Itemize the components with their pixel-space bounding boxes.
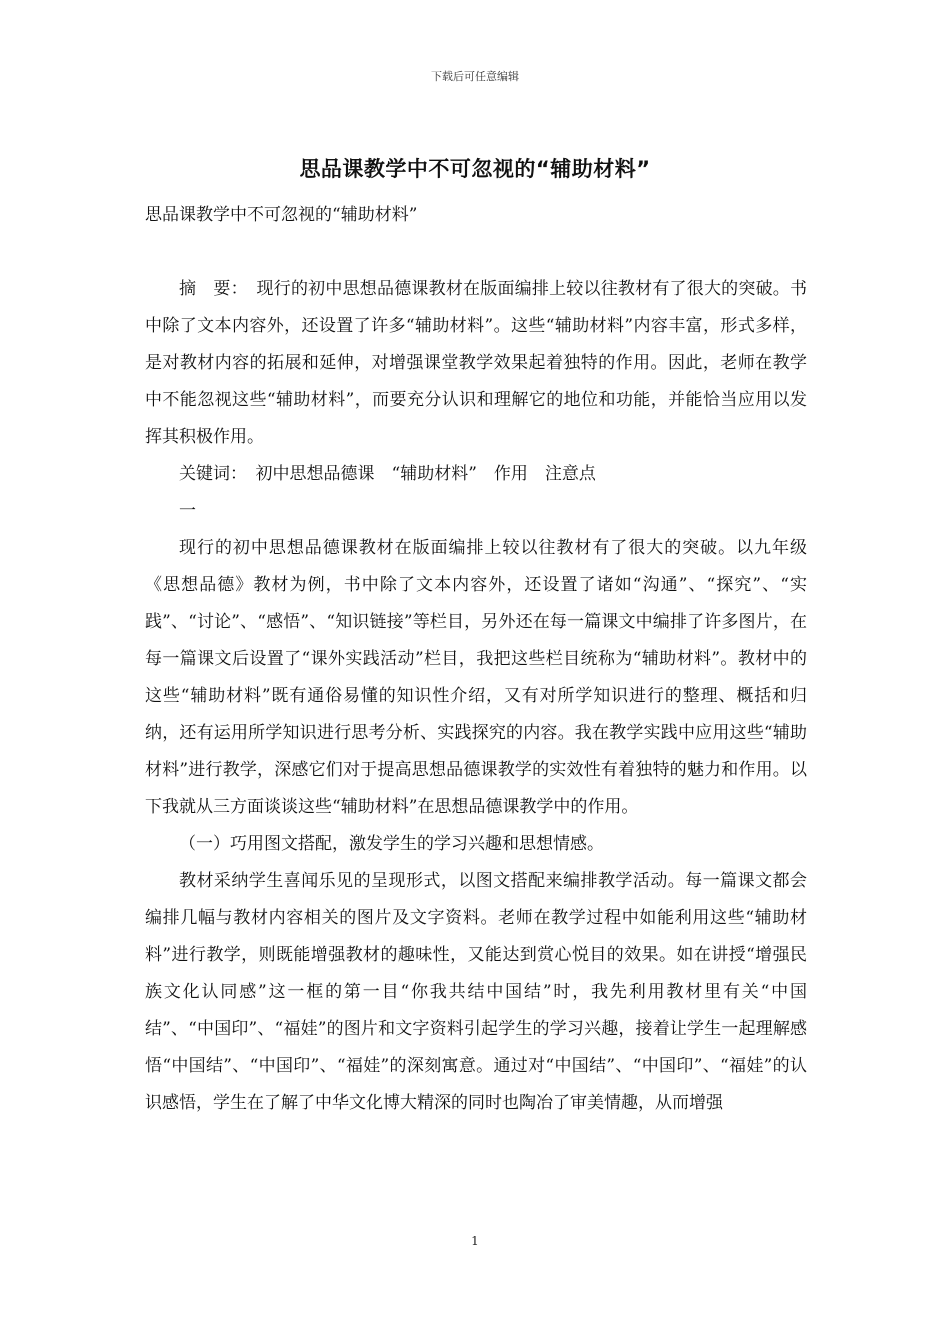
body-paragraph: 教材采纳学生喜闻乐见的呈现形式，以图文搭配来编排教学活动。每一篇课文都会编排几幅与教材内容相关的图片及文字资料。老师在教学过程中如能利用这些“辅助材料”进行教学，则既能增强教材的趣味性，又能达到赏心悦目的效果。如在讲授“增强民族文化认同感”这一框的第一目“你我共结中国结”时，我先利用教材里有关“中国结”、“中国印”、“福娃”的图片和文字资料引起学生的学习兴趣，接着让学生一起理解感悟“中国结”、“中国印”、“福娃”的深刻寓意。通过对“中国结”、“中国印”、“福娃”的认识感悟，学生在了解了中华文化博大精深的同时也陶冶了审美情趣，从而增强 bbox=[145, 871, 807, 1113]
section-heading: （一）巧用图文搭配，激发学生的学习兴趣和思想情感。 bbox=[179, 834, 604, 854]
document-subtitle: 思品课教学中不可忽视的“辅助材料” bbox=[145, 205, 418, 225]
body-paragraph: 现行的初中思想品德课教材在版面编排上较以往教材有了很大的突破。以九年级《思想品德》教材为例，书中除了文本内容外，还设置了诸如“沟通”、“探究”、“实践”、“讨论”、“感悟”、“知识链接”等栏目，另外还在每一篇课文中编排了许多图片，在每一篇课文后设置了“课外实践活动”栏目，我把这些栏目统称为“辅助材料”。教材中的这些“辅助材料”既有通俗易懂的知识性介绍，又有对所学知识进行的整理、概括和归纳，还有运用所学知识进行思考分析、实践探究的内容。我在教学实践中应用这些“辅助材料”进行教学，深感它们对于提高思想品德课教学的实效性有着独特的魅力和作用。以下我就从三方面谈谈这些“辅助材料”在思想品德课教学中的作用。 bbox=[145, 538, 807, 817]
page-number: 1 bbox=[471, 1234, 479, 1248]
document-title: 思品课教学中不可忽视的“辅助材料” bbox=[299, 157, 651, 181]
page-header: 下载后可任意编辑 bbox=[431, 70, 519, 83]
abstract-paragraph: 摘 要： 现行的初中思想品德课教材在版面编排上较以往教材有了很大的突破。书中除了文本内容外，还设置了许多“辅助材料”。这些“辅助材料”内容丰富，形式多样，是对教材内容的拓展和延伸，对增强课堂教学效果起着独特的作用。因此，老师在教学中不能忽视这些“辅助材料”，而要充分认识和理解它的地位和功能，并能恰当应用以发挥其积极作用。 bbox=[145, 279, 807, 447]
document-body bbox=[145, 197, 807, 1122]
keywords-line: 关键词： 初中思想品德课 “辅助材料” 作用 注意点 bbox=[179, 464, 596, 484]
section-mark: 一 bbox=[179, 501, 196, 521]
